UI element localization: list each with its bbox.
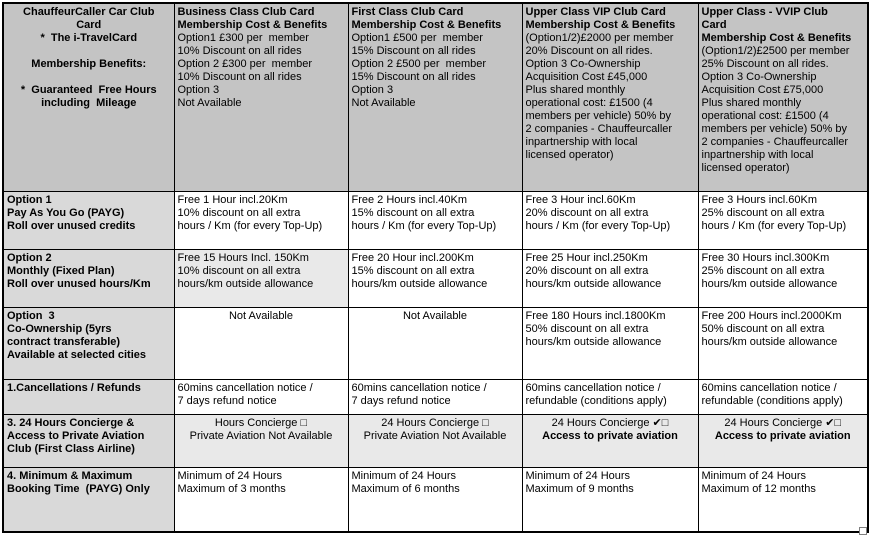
cell-text-line: 3. 24 Hours Concierge & [7, 416, 135, 429]
cell-option2-vvip [698, 249, 868, 307]
cell-booking-business [174, 467, 348, 532]
cell-text-line: 60mins cancellation notice / [701, 381, 837, 394]
cell-text-line: Maximum of 9 months [525, 482, 634, 495]
cell-text-line: refundable (conditions apply) [525, 394, 667, 407]
cell-text-line: Option 2 £500 per member [351, 58, 487, 70]
cell-text-line: hours/km outside allowance [525, 277, 662, 290]
cell-text-line: licensed operator) [701, 162, 790, 174]
cell-text-line: Plus shared monthly [701, 97, 802, 109]
cell-text-line [7, 71, 171, 84]
cell-option3-first [348, 307, 522, 379]
cell-text-line: Membership Cost & Benefits [525, 19, 676, 31]
cell-cancellations-vvip [698, 379, 868, 414]
cell-text-line: 60mins cancellation notice / [525, 381, 661, 394]
cell-text-line: Pay As You Go (PAYG) [7, 206, 125, 219]
cell-text-line: 25% discount on all extra [701, 264, 825, 277]
row-label-option3 [3, 307, 174, 379]
cell-booking-vvip [698, 467, 868, 532]
cell-text-line: Free 25 Hour incl.250Km [525, 251, 648, 264]
cell-text-line: inpartnership with local [525, 136, 638, 148]
cell-booking-vip [522, 467, 698, 532]
cell-text-line: Card [701, 19, 727, 31]
cell-text-line: 50% discount on all extra [701, 322, 825, 335]
cell-option1-first [348, 191, 522, 249]
cell-text-line: 20% discount on all extra [525, 206, 649, 219]
cell-concierge-first [348, 414, 522, 467]
cell-text-line: Maximum of 3 months [177, 482, 286, 495]
cell-text-line: refundable (conditions apply) [701, 394, 843, 407]
cell-text-line: 7 days refund notice [177, 394, 277, 407]
cell-text-line: including Mileage [41, 97, 137, 109]
row-label-cancellations [3, 379, 174, 414]
cell-text-line: Access to Private Aviation [7, 429, 145, 442]
cell-text-line: Minimum of 24 Hours [351, 469, 457, 482]
cell-text-line: Access to private aviation [542, 429, 678, 442]
cell-text-line: 2 companies - Chauffeurcaller [701, 136, 849, 148]
cell-text-line: 10% Discount on all rides [177, 45, 302, 57]
cell-text-line: licensed operator) [525, 149, 614, 161]
cell-text-line: Roll over unused hours/Km [7, 277, 151, 290]
cell-text-line: 60mins cancellation notice / [177, 381, 313, 394]
row-label-concierge [3, 414, 174, 467]
header-cell-upper-class-vvip [698, 3, 868, 191]
cell-text-line: Free 30 Hours incl.300Km [701, 251, 830, 264]
cell-text-line: 15% discount on all extra [351, 264, 475, 277]
cell-text-line: * The i-TravelCard [40, 32, 138, 44]
cell-text-line: Free 2 Hours incl.40Km [351, 193, 468, 206]
cell-text-line: Not Available [402, 309, 467, 322]
row-label-booking-time [3, 467, 174, 532]
cell-text-line: 20% discount on all extra [525, 264, 649, 277]
cell-text-line: 4. Minimum & Maximum [7, 469, 133, 482]
cell-text-line: hours / Km (for every Top-Up) [351, 219, 497, 232]
cell-option2-vip [522, 249, 698, 307]
cell-text-line: members per vehicle) 50% by [701, 123, 848, 135]
cell-text-line: Membership Cost & Benefits [351, 19, 502, 31]
cell-text-line: Roll over unused credits [7, 219, 136, 232]
cell-text-line: Option 3 [177, 84, 220, 96]
cell-text-line: Option 1 [7, 193, 52, 206]
cell-text-line: inpartnership with local [701, 149, 814, 161]
cell-option2-first [348, 249, 522, 307]
cell-text-line: Maximum of 6 months [351, 482, 460, 495]
cell-text-line [7, 45, 171, 58]
cell-text-line: Membership Cost & Benefits [177, 19, 328, 31]
cell-text-line: members per vehicle) 50% by [525, 110, 672, 122]
cell-text-line: (Option1/2)£2000 per member [525, 32, 674, 44]
cell-text-line: Option 3 Co-Ownership [525, 58, 641, 70]
cell-text-line: hours/km outside allowance [525, 335, 662, 348]
cell-text-line: operational cost: £1500 (4 [701, 110, 829, 122]
cell-text-line: hours/km outside allowance [701, 335, 838, 348]
cell-text-line: 15% Discount on all rides [351, 45, 476, 57]
header-cell-itravelcard [3, 3, 174, 191]
cell-text-line: (Option1/2)£2500 per member [701, 45, 850, 57]
cell-text-line: Club (First Class Airline) [7, 442, 135, 455]
cell-option1-vvip [698, 191, 868, 249]
row-label-option2 [3, 249, 174, 307]
cell-text-line: hours/km outside allowance [351, 277, 488, 290]
cell-text-line: Co-Ownership (5yrs [7, 322, 112, 335]
cell-text-line: 10% Discount on all rides [177, 71, 302, 83]
cell-text-line: 15% Discount on all rides [351, 71, 476, 83]
header-cell-business-class [174, 3, 348, 191]
cell-text-line: Free 3 Hour incl.60Km [525, 193, 636, 206]
cell-text-line: 7 days refund notice [351, 394, 451, 407]
cell-text-line: Free 180 Hours incl.1800Km [525, 309, 666, 322]
cell-text-line: 25% discount on all extra [701, 206, 825, 219]
cell-booking-first [348, 467, 522, 532]
cell-text-line: Option1 £300 per member [177, 32, 309, 44]
cell-text-line: Not Available [351, 97, 416, 109]
stray-missing-glyph-box [859, 527, 867, 535]
cell-text-line: 1.Cancellations / Refunds [7, 381, 141, 394]
cell-text-line: 60mins cancellation notice / [351, 381, 487, 394]
cell-option1-vip [522, 191, 698, 249]
cell-text-line: Maximum of 12 months [701, 482, 816, 495]
cell-option3-business [174, 307, 348, 379]
cell-cancellations-vip [522, 379, 698, 414]
cell-text-line: Booking Time (PAYG) Only [7, 482, 150, 495]
cell-text-line: Option 3 [351, 84, 394, 96]
cell-cancellations-business [174, 379, 348, 414]
cell-text-line: hours / Km (for every Top-Up) [701, 219, 847, 232]
row-label-option1 [3, 191, 174, 249]
cell-text-line: Minimum of 24 Hours [177, 469, 283, 482]
cell-text-line: Business Class Club Card [177, 6, 315, 18]
cell-text-line: hours/km outside allowance [177, 277, 314, 290]
cell-text-line: 20% Discount on all rides. [525, 45, 653, 57]
cell-text-line: Access to private aviation [714, 429, 851, 442]
cell-option3-vvip [698, 307, 868, 379]
cell-text-line: Not Available [228, 309, 293, 322]
cell-text-line: Private Aviation Not Available [189, 429, 333, 442]
cell-text-line: Free 200 Hours incl.2000Km [701, 309, 842, 322]
cell-text-line: hours / Km (for every Top-Up) [525, 219, 671, 232]
cell-cancellations-first [348, 379, 522, 414]
cell-text-line: Minimum of 24 Hours [525, 469, 631, 482]
cell-text-line: Membership Benefits: [31, 58, 147, 70]
cell-text-line: * Guaranteed Free Hours [20, 84, 157, 96]
cell-text-line: Plus shared monthly [525, 84, 626, 96]
table-row-option3-coownership [3, 307, 868, 379]
cell-text-line: 15% discount on all extra [351, 206, 475, 219]
cell-text-line: Minimum of 24 Hours [701, 469, 807, 482]
header-cell-first-class [348, 3, 522, 191]
cell-text-line: hours / Km (for every Top-Up) [177, 219, 323, 232]
membership-comparison-table [2, 2, 869, 533]
cell-text-line: Monthly (Fixed Plan) [7, 264, 115, 277]
cell-concierge-vvip [698, 414, 868, 467]
table-row-concierge [3, 414, 868, 467]
cell-text-line: Card [76, 19, 102, 31]
cell-text-line: Free 1 Hour incl.20Km [177, 193, 288, 206]
cell-text-line: Free 15 Hours Incl. 150Km [177, 251, 309, 264]
cell-text-line: Upper Class VIP Club Card [525, 6, 666, 18]
cell-text-line: hours/km outside allowance [701, 277, 838, 290]
cell-text-line: Option1 £500 per member [351, 32, 483, 44]
cell-text-line: Upper Class - VVIP Club [701, 6, 828, 18]
cell-text-line: Private Aviation Not Available [363, 429, 507, 442]
cell-text-line: 25% Discount on all rides. [701, 58, 829, 70]
cell-text-line: Acquisition Cost £75,000 [701, 84, 824, 96]
table-row-cancellations [3, 379, 868, 414]
cell-text-line: 10% discount on all extra [177, 264, 301, 277]
cell-text-line: operational cost: £1500 (4 [525, 97, 653, 109]
cell-text-line: 10% discount on all extra [177, 206, 301, 219]
cell-option1-business [174, 191, 348, 249]
cell-text-line: Option 2 [7, 251, 52, 264]
cell-text-line: 50% discount on all extra [525, 322, 649, 335]
cell-text-line: Free 3 Hours incl.60Km [701, 193, 818, 206]
cell-text-line: 24 Hours Concierge ✔□ [551, 416, 669, 429]
cell-concierge-vip [522, 414, 698, 467]
cell-text-line: Acquisition Cost £45,000 [525, 71, 648, 83]
cell-text-line: First Class Club Card [351, 6, 464, 18]
cell-text-line: 24 Hours Concierge □ [381, 416, 489, 429]
cell-text-line: Not Available [177, 97, 242, 109]
cell-text-line: Hours Concierge □ [214, 416, 308, 429]
table-row-booking-time [3, 467, 868, 532]
cell-concierge-business [174, 414, 348, 467]
cell-text-line: Option 3 [7, 309, 55, 322]
table-row-option1-payg [3, 191, 868, 249]
cell-text-line: Free 20 Hour incl.200Km [351, 251, 474, 264]
cell-text-line: contract transferable) [7, 335, 121, 348]
cell-text-line: Membership Cost & Benefits [701, 32, 852, 44]
cell-text-line: 2 companies - Chauffeurcaller [525, 123, 673, 135]
cell-option2-business [174, 249, 348, 307]
cell-text-line: Option 3 Co-Ownership [701, 71, 817, 83]
cell-text-line: 24 Hours Concierge ✔□ [724, 416, 842, 429]
header-row [3, 3, 868, 191]
table-row-option2-monthly [3, 249, 868, 307]
cell-text-line: Option 2 £300 per member [177, 58, 313, 70]
header-cell-upper-class-vip [522, 3, 698, 191]
cell-option3-vip [522, 307, 698, 379]
cell-text-line: ChauffeurCaller Car Club [23, 6, 155, 18]
cell-text-line: Available at selected cities [7, 348, 146, 361]
